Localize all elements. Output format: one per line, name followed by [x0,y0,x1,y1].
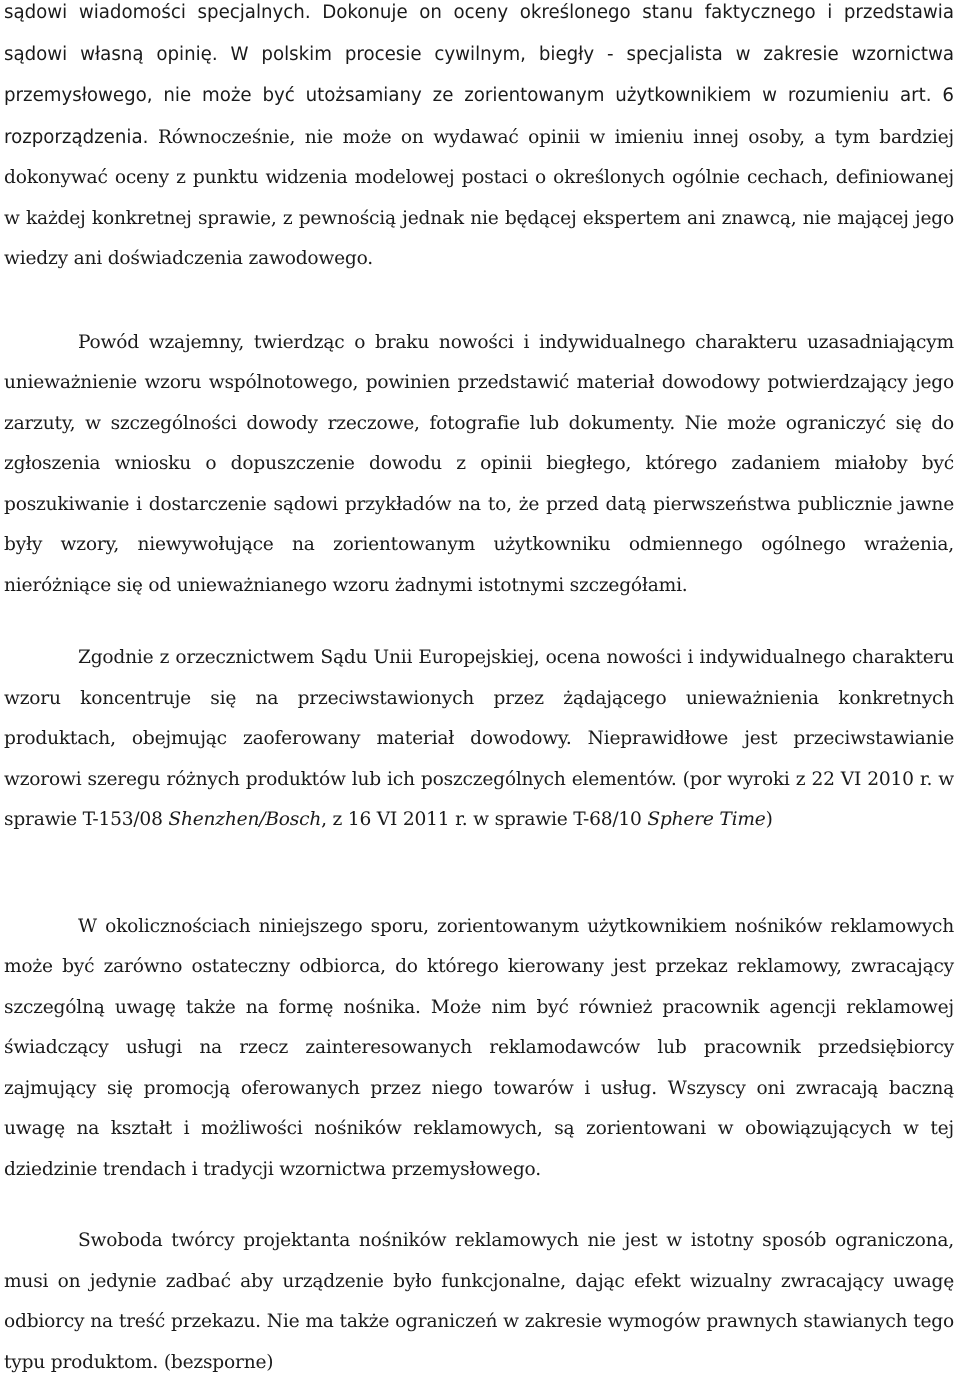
paragraph-3-text-a: Zgodnie z orzecznictwem Sądu Unii Europejskiej, ocena nowości i indywidualnego charakteru wzoru koncentruje się na przeciwstawionych przez żądającego unieważnienia konkretnych produktach, obejmując zaoferowany materiał dowodowy. Nieprawidłowe jest przeciwstawianie wzorowi szeregu różnych produktów lub ich poszczególnych elementów. (por wyroki z 22 VI 2010 r. w sprawie T-153/08 [4,647,954,830]
paragraph-4 [4,907,954,1191]
paragraph-1-text-a: sądowi wiadomości specjalnych. Dokonuje on oceny określonego stanu faktycznego i przedstawia sądowi własną opinię. W polskim procesie cywilnym, biegły - specjalista w zakresie wzornictwa przemysłowego, nie może być utożsamiany ze zorientowanym użytkownikiem w rozumieniu art. 6 rozporządzenia. [4,2,954,148]
paragraph-3 [4,638,954,841]
paragraph-5-text: Swoboda twórcy projektanta nośników reklamowych nie jest w istotny sposób ograniczona, musi on jedynie zadbać aby urządzenie było funkcjonalne, dając efekt wizualny zwracający uwagę odbiorcy na treść przekazu. Nie ma także ograniczeń w zakresie wymogów prawnych stawianych tego typu produktom. (bezsporne) [4,1230,954,1373]
paragraph-1 [4,0,954,280]
paragraph-2 [4,323,954,607]
paragraph-1-text-b: Równocześnie, nie może on wydawać opinii w imieniu innej osoby, a tym bardziej dokonywać oceny z punktu widzenia modelowej postaci o określonych ogólnie cechach, definiowanej w każdej konkretnej sprawie, z pewnością jednak nie będącej ekspertem ani znawcą, nie mającej jego wiedzy ani doświadczenia zawodowego. [4,126,954,269]
paragraph-2-text: Powód wzajemny, twierdząc o braku nowości i indywidualnego charakteru uzasadniającym unieważnienie wzoru wspólnotowego, powinien przedstawić materiał dowodowy potwierdzający jego zarzuty, w szczególności dowody rzeczowe, fotografie lub dokumenty. Nie może ograniczyć się do zgłoszenia wniosku o dopuszczenie dowodu z opinii biegłego, którego zadaniem miałoby być poszukiwanie i dostarczenie sądowi przykładów na to, że przed datą pierwszeństwa publicznie jawne były wzory, niewywołujące na zorientowanym użytkowniku odmiennego ogólnego wrażenia, nieróżniące się od unieważnianego wzoru żadnymi istotnymi szczegółami. [4,331,954,596]
document-page [4,0,954,1383]
paragraph-3-text-c: ) [765,809,773,830]
paragraph-4-text: W okolicznościach niniejszego sporu, zorientowanym użytkownikiem nośników reklamowych może być zarówno ostateczny odbiorca, do którego kierowany jest przekaz reklamowy, zwracający szczególną uwagę także na formę nośnika. Może nim być również pracownik agencji reklamowej świadczący usługi na rzecz zainteresowanych reklamodawców lub pracownik przedsiębiorcy zajmujący się promocją oferowanych przez niego towarów i usług. Wszyscy oni zwracają baczną uwagę na kształt i możliwości nośników reklamowych, są zorientowani w obowiązujących w tej dziedzinie trendach i tradycji wzornictwa przemysłowego. [4,915,954,1180]
case-name-shenzhen-bosch: Shenzhen/Bosch [168,809,322,830]
case-name-sphere-time: Sphere Time [647,809,766,830]
paragraph-3-text-b: , z 16 VI 2011 r. w sprawie T-68/10 [321,809,648,830]
paragraph-5 [4,1221,954,1383]
